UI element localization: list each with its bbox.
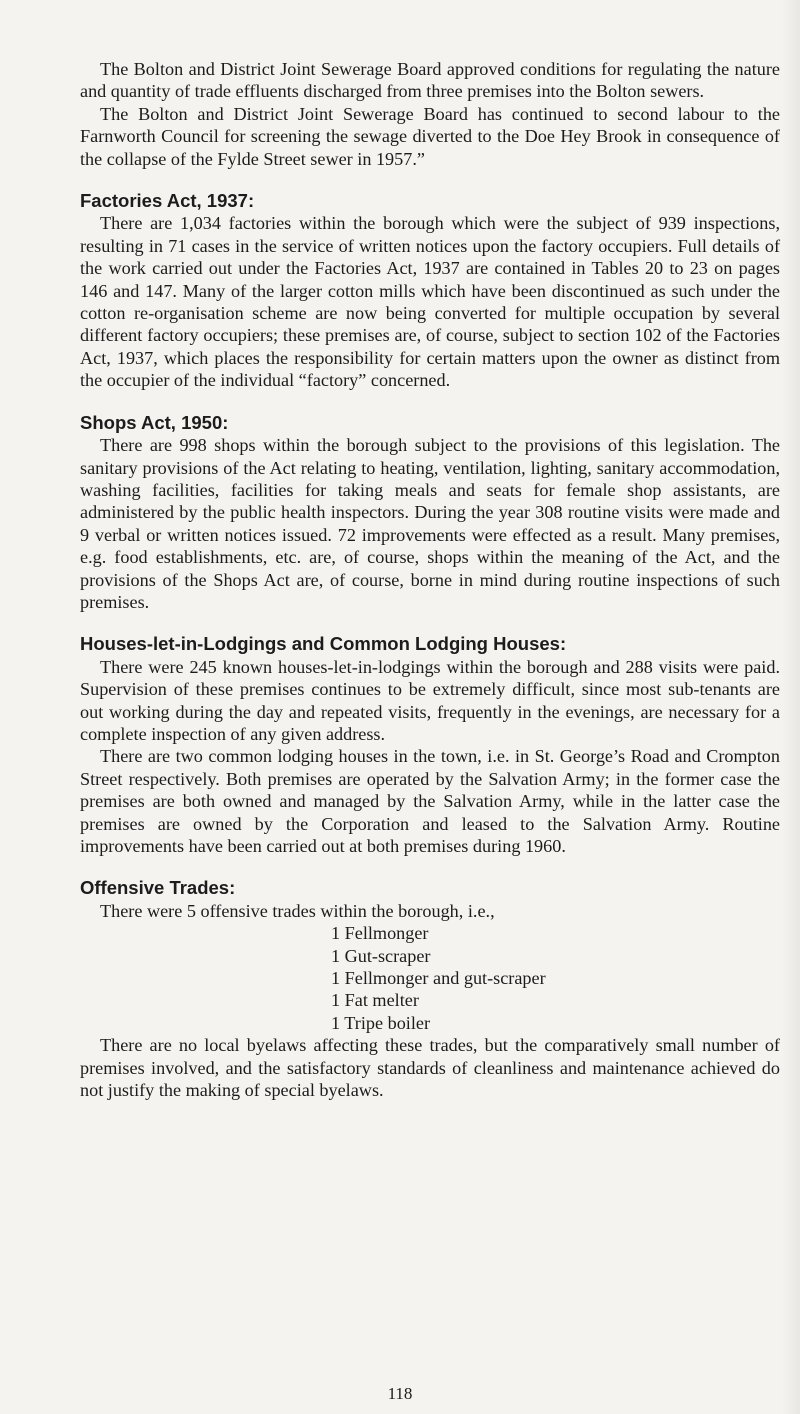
lodgings-paragraph-2: There are two common lodging houses in the town, i.e. in St. George’s Road and Crompton Street respectively. Both premises are operated by the Salvation Army; in the former case the premises are both owned and managed by the Salvation Army, while in the latter case the premises are owned by the Corporation and leased to the Salvation Army. Routine improvements have been carried out at both premises during 1960. xyxy=(80,746,780,856)
list-item: 1 Fat melter xyxy=(331,990,419,1011)
lodgings-heading: Houses-let-in-Lodgings and Common Lodging Houses: xyxy=(80,633,567,655)
factories-paragraph: There are 1,034 factories within the borough which were the subject of 939 inspections, resulting in 71 cases in the service of written notices upon the factory occupiers. Full details of the work carried out under the Factories Act, 1937 are contained in Tables 20 to 23 on pages 146 and 147. Many of the larger cotton mills which have been discontinued as such under the cotton re-organisation scheme are now being converted for multiple occupation by several different factory occupiers; these premises are, of course, subject to section 102 of the Factories Act, 1937, which places the responsibility for certain matters upon the owner as distinct from the occupier of the individual “factory” concerned. xyxy=(80,213,780,391)
offensive-trades-heading: Offensive Trades: xyxy=(80,877,236,899)
offensive-trades-list xyxy=(80,922,780,1034)
intro-paragraph-2: The Bolton and District Joint Sewerage Board has continued to second labour to the Farnworth Council for screening the sewage diverted to the Doe Hey Brook in consequence of the collapse of the Fylde Street sewer in 1957.” xyxy=(80,103,780,169)
list-item: 1 Fellmonger xyxy=(331,923,429,944)
list-item: 1 Tripe boiler xyxy=(331,1012,431,1033)
shops-heading: Shops Act, 1950: xyxy=(80,411,229,433)
page-number: 118 xyxy=(387,1384,413,1403)
shops-paragraph: There are 998 shops within the borough subject to the provisions of this legislation. The sanitary provisions of the Act relating to heating, ventilation, lighting, sanitary accommodation, washing facilities, facilities for taking meals and seats for female shop assistants, are administered by the public health inspectors. During the year 308 routine visits were made and 9 verbal or written notices issued. 72 improvements were effected as a result. Many premises, e.g. food establishments, etc. are, of course, shops within the meaning of the Act, and the provisions of the Shops Act are, of course, borne in mind during routine inspections of such premises. xyxy=(80,435,780,612)
intro-paragraph-1: The Bolton and District Joint Sewerage Board approved conditions for regulating the nature and quantity of trade effluents discharged from three premises into the Bolton sewers. xyxy=(80,59,780,102)
offensive-trades-conclusion: There are no local byelaws affecting these trades, but the comparatively small number of premises involved, and the satisfactory standards of cleanliness and maintenance achieved do not justify the making of special byelaws. xyxy=(80,1035,780,1101)
factories-heading: Factories Act, 1937: xyxy=(80,190,255,212)
offensive-trades-intro: There were 5 offensive trades within the borough, i.e., xyxy=(100,900,495,921)
page-edge-shadow xyxy=(782,0,800,1414)
list-item: 1 Fellmonger and gut-scraper xyxy=(331,968,546,989)
list-item: 1 Gut-scraper xyxy=(331,945,431,966)
lodgings-paragraph-1: There were 245 known houses-let-in-lodgings within the borough and 288 visits were paid. Supervision of these premises continues to be extremely difficult, since most sub-tenants are out working during the day and repeated visits, frequently in the evenings, are necessary for a complete inspection of any given address. xyxy=(80,656,780,744)
document-page xyxy=(80,58,780,1101)
